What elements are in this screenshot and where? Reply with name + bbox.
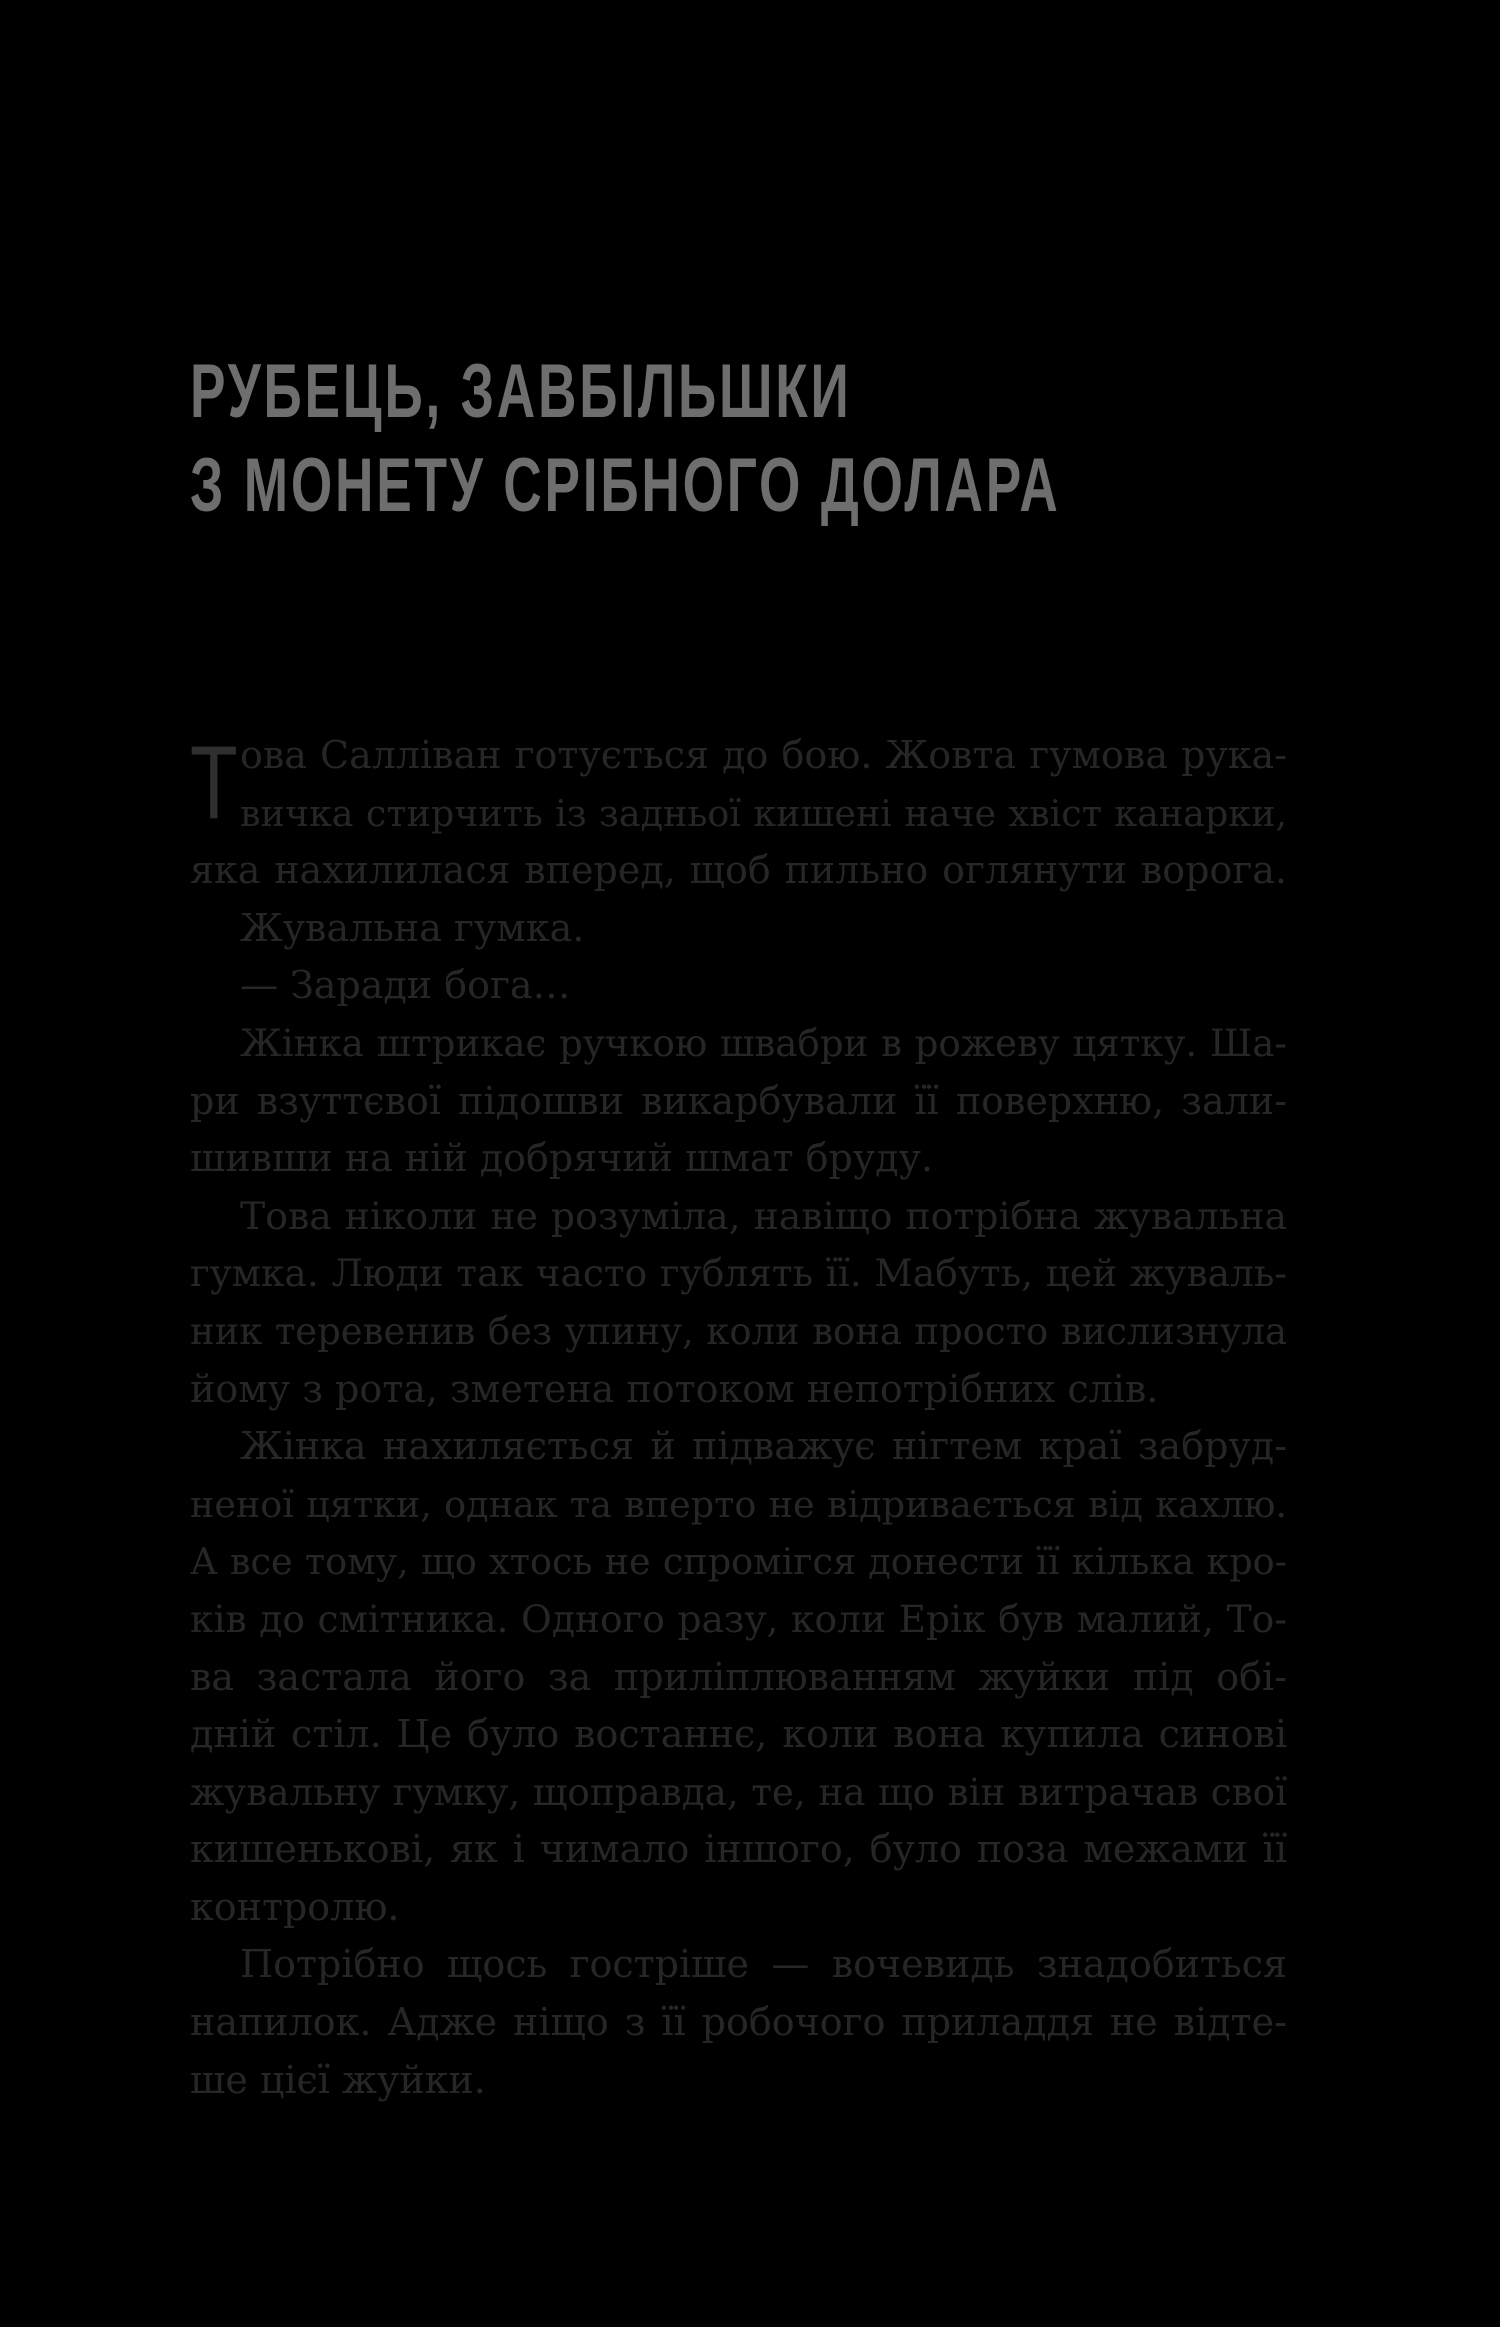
text-line: шивши на ній добрячий шмат бруду. <box>190 1136 934 1181</box>
text-line: ків до смітника. Одного разу, коли Ерік був малий, То- <box>190 1596 1287 1641</box>
text-line: ва застала його за приліплюванням жуйки під обі- <box>190 1654 1287 1699</box>
text-line: неної цятки, однак та вперто не відривається від кахлю. <box>190 1482 1287 1526</box>
text-line: Жінка штрикає ручкою швабри в рожеву цятку. Ша- <box>240 1020 1287 1065</box>
text-line: дній стіл. Це було востаннє, коли вона купила синові <box>190 1712 1287 1757</box>
chapter-body-text <box>190 727 1287 2109</box>
chapter-title <box>190 345 1061 533</box>
text-line: контролю. <box>190 1884 400 1929</box>
text-line: яка нахилилася вперед, щоб пильно оглянути ворога. <box>190 848 1287 893</box>
text-line: Жінка нахиляється й підважує нігтем краї забруд- <box>240 1424 1287 1469</box>
text-line: гумка. Люди так часто гублять її. Мабуть, цей жуваль- <box>190 1251 1287 1296</box>
chapter-title-line-2: З МОНЕТУ СРІБНОГО ДОЛАРА <box>190 443 1061 528</box>
text-line: Това ніколи не розуміла, навіщо потрібна жувальна <box>240 1193 1287 1238</box>
text-line: Жувальна гумка. <box>240 905 585 950</box>
text-line: ник теревенив без упину, коли вона просто вислизнула <box>190 1309 1287 1353</box>
text-line: ри взуттєвої підошви викарбували її поверхню, зали- <box>190 1078 1287 1123</box>
text-line: А все тому, що хтось не спромігся донести її кілька кро- <box>190 1540 1287 1584</box>
text-line: йому з рота, зметена потоком непотрібних слів. <box>190 1366 1159 1411</box>
text-line: вичка стирчить із задньої кишені наче хвіст канарки, <box>240 791 1287 835</box>
text-line: — Заради бога… <box>240 963 571 1008</box>
chapter-title-line-1: РУБЕЦЬ, ЗАВБІЛЬШКИ <box>190 349 852 434</box>
text-line: кишенькові, як і чимало іншого, було поза межами її <box>190 1827 1287 1872</box>
text-line: Потрібно щось гостріше — вочевидь знадобиться <box>240 1942 1287 1987</box>
text-line: напилок. Адже ніщо з її робочого приладдя не відте- <box>190 2000 1287 2045</box>
text-line: ше цієї жуйки. <box>190 2057 486 2102</box>
text-line: жувальну гумку, щоправда, те, на що він витрачав свої <box>190 1769 1287 1814</box>
drop-cap: Т <box>190 725 238 841</box>
text-line: ова Салліван готується до бою. Жовта гумова рука- <box>240 733 1287 777</box>
